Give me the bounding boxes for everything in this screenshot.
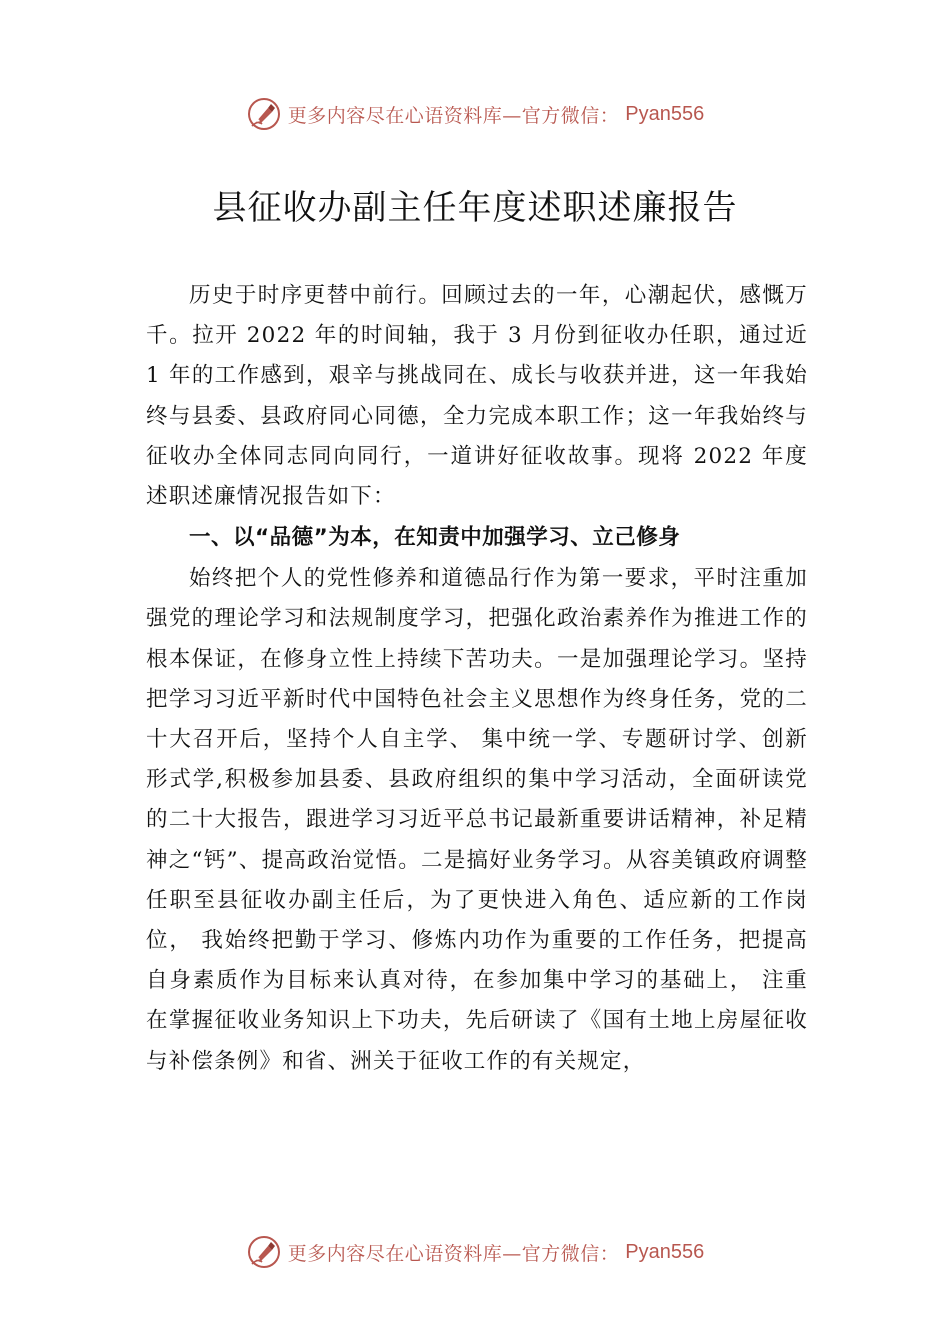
intro-paragraph: 历史于时序更替中前行。回顾过去的一年，心潮起伏，感慨万千。拉开 2022 年的时间轴，我于 3 月份到征收办任职，通过近 1 年的工作感到，艰辛与挑战同在、成长与收获并进，这一年我始终与县委、县政府同心同德，全力完成本职工作；这一年我始终与征收办全体同志同向同行，一道讲好征收故事。现将 2022 年度述职述廉情况报告如下： bbox=[146, 283, 808, 510]
fountain-pen-logo-icon bbox=[246, 1234, 282, 1270]
banner-slogan: 更多内容尽在心语资料库—官方微信： bbox=[287, 1242, 620, 1265]
document-body bbox=[146, 276, 808, 1082]
banner-slogan: 更多内容尽在心语资料库—官方微信： bbox=[287, 104, 620, 127]
header-banner bbox=[0, 94, 950, 134]
wechat-handle: Pyan556 bbox=[625, 102, 705, 125]
footer-banner bbox=[0, 1232, 950, 1272]
wechat-handle: Pyan556 bbox=[625, 1240, 705, 1263]
section-heading: 一、以“品德”为本，在知责中加强学习、立己修身 bbox=[189, 525, 681, 551]
document-title: 县征收办副主任年度述职述廉报告 bbox=[212, 188, 738, 228]
section-paragraph: 始终把个人的党性修养和道德品行作为第一要求，平时注重加强党的理论学习和法规制度学习，把强化政治素养作为推进工作的根本保证，在修身立性上持续下苦功夫。一是加强理论学习。坚持把学习习近平新时代中国特色社会主义思想作为终身任务，党的二十大召开后，坚持个人自主学、 集中统一学、专题研讨学、创新形式学,积极参加县委、县政府组织的集中学习活动，全面研读党的二十大报告，跟进学习习近平总书记最新重要讲话精神，补足精神之“钙”、提高政治觉悟。二是搞好业务学习。从容美镇政府调整任职至县征收办副主任后，为了更快进入角色、适应新的工作岗位， 我始终把勤于学习、修炼内功作为重要的工作任务，把提高自身素质作为目标来认真对待，在参加集中学习的基础上， 注重在掌握征收业务知识上下功夫，先后研读了《国有土地上房屋征收与补偿条例》和省、洲关于征收工作的有关规定， bbox=[146, 566, 808, 1074]
fountain-pen-logo-icon bbox=[246, 96, 282, 132]
